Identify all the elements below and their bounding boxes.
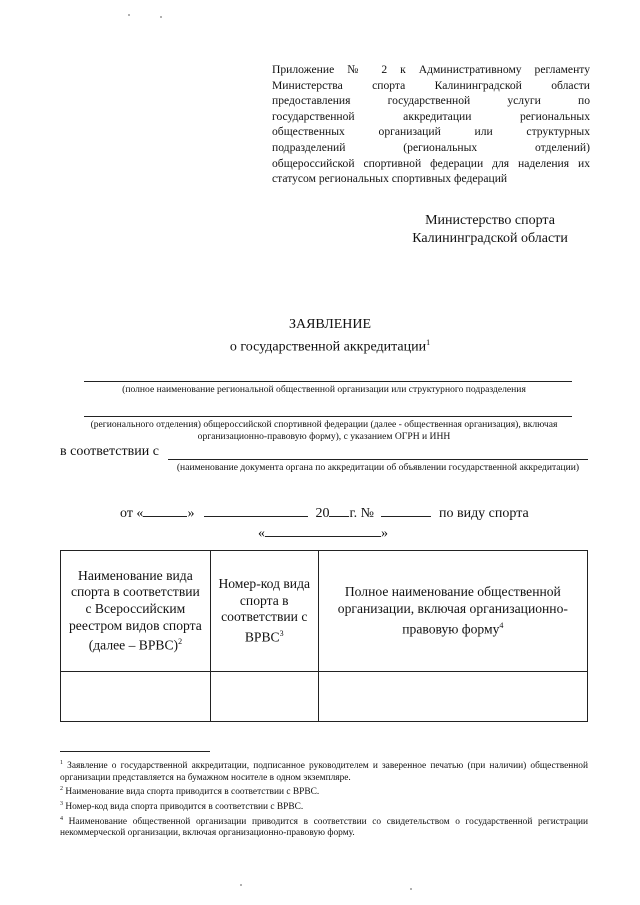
footnotes	[60, 758, 588, 840]
footnote-text: Номер-код вида спорта приводится в соответствии с ВРВС.	[65, 802, 304, 813]
year-prefix: 20	[315, 506, 330, 521]
header-sport-code-text: Номер-код вида спорта в соответствии с ВРВС	[218, 576, 311, 645]
recipient-line-1: Министерство спорта	[425, 213, 555, 228]
title-main: ЗАЯВЛЕНИЕ	[288, 317, 372, 332]
table-header-row	[61, 551, 588, 672]
accreditation-table	[60, 550, 588, 722]
appendix-line: общероссийской спортивной федерации для наделения их	[272, 156, 590, 170]
org-name-caption: (полное наименование региональной общественной организации или структурного подразделения	[122, 384, 526, 395]
document-title	[120, 316, 540, 357]
appendix-line: Министерства спорта Калининградской области	[272, 78, 590, 92]
header-org-name-text: Полное наименование общественной организации, включая организационно-правовую форму	[337, 584, 568, 637]
header-sport-code	[210, 551, 318, 672]
footnote-num: 4	[60, 815, 63, 822]
title-sub-text: о государственной аккредитации	[229, 339, 427, 355]
footnote-divider	[60, 751, 210, 752]
footnote-ref: 3	[279, 628, 284, 638]
number-field[interactable]	[381, 504, 431, 517]
org-branch-caption: (регионального отделения) общероссийской спортивной федерации (далее - общественная организация), включая организационно-правовую форму), с указанием ОГРН и ИНН	[90, 419, 558, 442]
footnote-3	[60, 799, 588, 814]
header-sport-name-text: Наименование вида спорта в соответствии с Всероссийским реестром видов спорта (далее – ВРВС)	[69, 567, 202, 653]
title-sub	[120, 334, 540, 357]
footnote-num: 3	[60, 801, 63, 808]
month-field[interactable]	[204, 504, 308, 517]
appendix-line: статусом региональных спортивных федераций	[272, 172, 508, 186]
scan-speck	[160, 16, 162, 18]
sport-type-row	[258, 524, 388, 542]
appendix-line: предоставления государственной услуги по	[272, 94, 590, 108]
scan-speck	[410, 888, 412, 890]
cell-sport-code[interactable]	[210, 672, 318, 722]
footnote-text: Наименование общественной организации приводится в соответствии со свидетельством о государственной регистрации некоммерческой организации, включая организационно-правовую форму.	[60, 816, 588, 839]
footnote-4	[60, 814, 588, 840]
quote-open: «	[258, 526, 265, 541]
footnote-ref: 1	[426, 338, 431, 347]
year-field[interactable]	[329, 504, 349, 517]
recipient-line-2: Калининградской области	[412, 231, 568, 246]
table-row	[61, 672, 588, 722]
scan-speck	[240, 884, 242, 886]
document-name-caption: (наименование документа органа по аккредитации об объявлении государственной аккредитации)	[176, 462, 580, 473]
document-name-field-line[interactable]	[168, 459, 588, 460]
footnote-ref: 4	[499, 620, 504, 630]
footnote-2	[60, 784, 588, 799]
footnote-num: 1	[60, 760, 63, 766]
year-suffix: г. №	[349, 506, 374, 521]
org-name-field-line[interactable]	[84, 381, 572, 382]
footnote-1	[60, 758, 588, 784]
quote-close-2: »	[381, 526, 388, 541]
footnote-text: Наименование вида спорта приводится в соответствии с ВРВС.	[65, 787, 320, 798]
appendix-line: государственной аккредитации региональных	[272, 109, 590, 123]
in-accordance-label: в соответствии с	[60, 444, 159, 459]
footnote-text: Заявление о государственной аккредитации, подписанное руководителем и заверенное печатью (при наличии) общественной организации представляется на бумажном носителе в одном экземпляре.	[60, 761, 588, 783]
appendix-reference	[272, 62, 590, 187]
sport-type-label: по виду спорта	[438, 506, 529, 521]
cell-org-name[interactable]	[318, 672, 587, 722]
header-sport-name	[61, 551, 211, 672]
appendix-line: подразделений (региональных отделений)	[272, 140, 590, 154]
footnote-ref: 2	[178, 637, 183, 647]
quote-close: »	[187, 506, 195, 521]
date-number-row	[120, 504, 529, 522]
sport-type-field[interactable]	[265, 524, 381, 537]
footnote-num: 2	[60, 786, 63, 793]
appendix-line: общественных организаций или структурных	[272, 125, 590, 139]
day-field[interactable]	[143, 504, 187, 517]
cell-sport-name[interactable]	[61, 672, 211, 722]
org-branch-field-line[interactable]	[84, 416, 572, 417]
appendix-line: Приложение № 2 к Административному регламенту	[272, 63, 590, 76]
scan-speck	[128, 14, 130, 16]
from-label: от «	[120, 506, 144, 521]
header-org-name	[318, 551, 587, 672]
recipient-block	[380, 212, 600, 248]
